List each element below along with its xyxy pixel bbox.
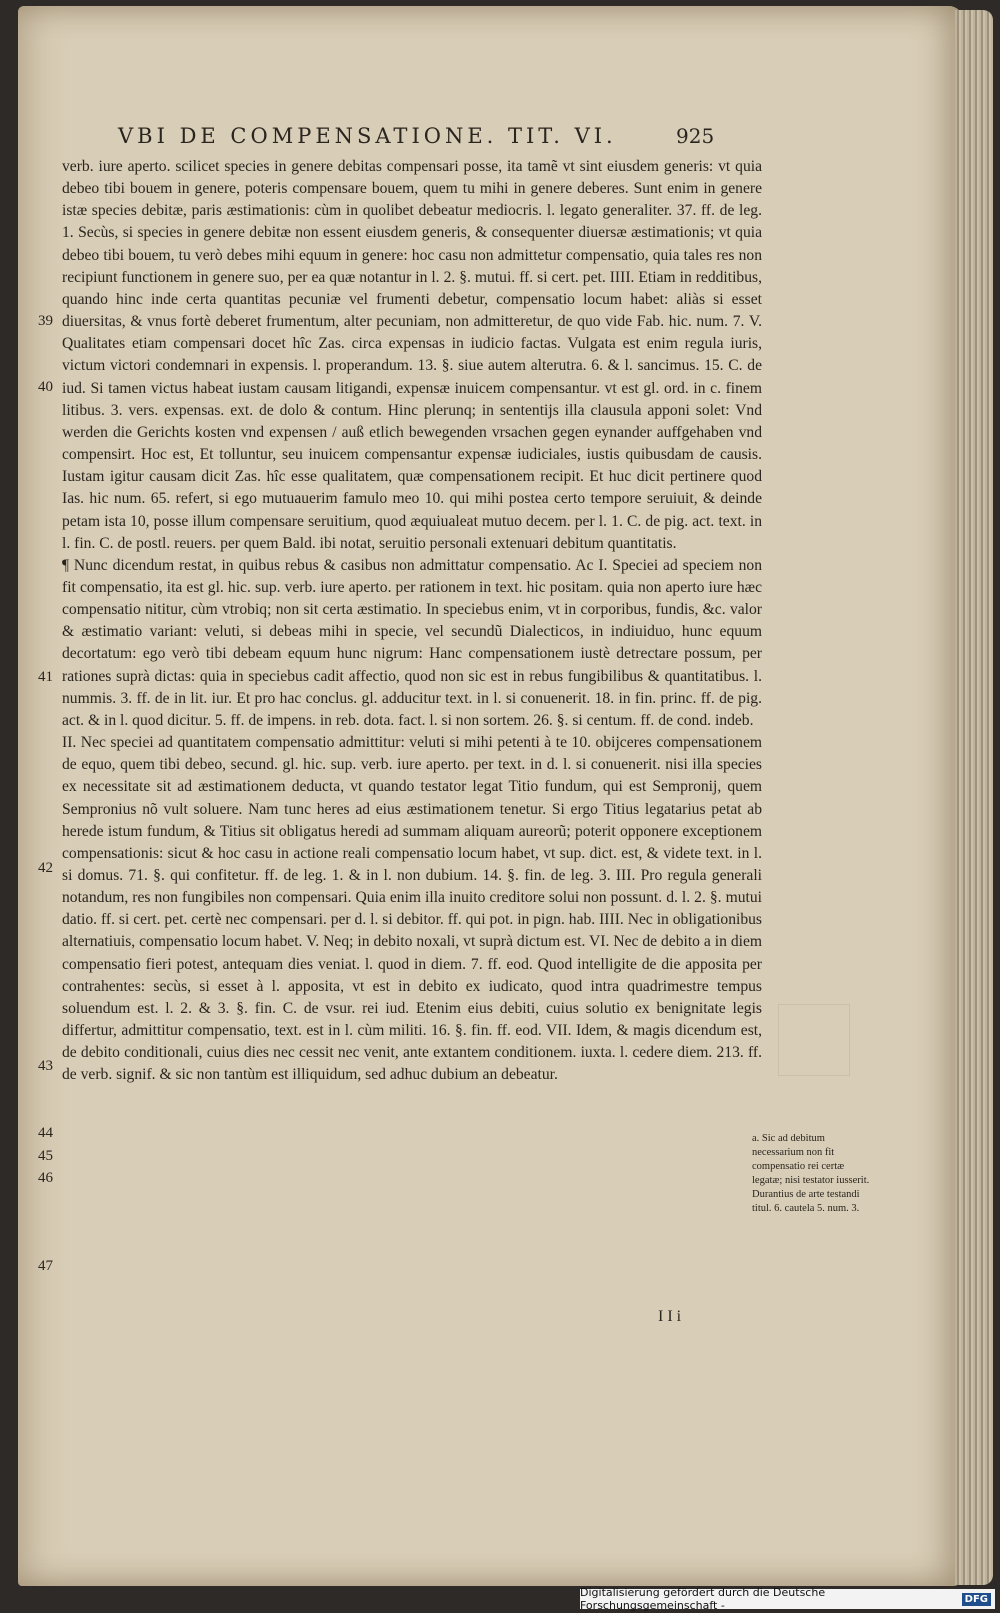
dfg-logo: DFG bbox=[962, 1593, 991, 1606]
footer-text: Digitalisierung gefördert durch die Deutsche Forschungsgemeinschaft - bbox=[580, 1586, 826, 1612]
line-number: 39 bbox=[38, 313, 53, 329]
signature-mark: I I i bbox=[658, 1308, 682, 1325]
line-number: 43 bbox=[38, 1058, 53, 1074]
line-number: 46 bbox=[38, 1170, 53, 1186]
line-number: 40 bbox=[38, 379, 53, 395]
line-number: 47 bbox=[38, 1258, 53, 1274]
paragraph: verb. iure aperto. scilicet species in genere debitas compensari posse, ita tamẽ vt sint eiusdem generis: vt quia debeo tibi bouem in genere, poteris compensare bouem, quem tu mihi in genere deberes. Sunt enim in genere istæ species debitæ, paris æstimationis: cùm in quolibet debeatur mediocris. l. legato generaliter. 37. ff. de leg. 1. Secùs, si species in genere debitæ non essent eiusdem generis, & consequenter diuersæ æstimationis; vt quia debeo tibi bouem, tu verò debes mihi equum in genere: hoc casu non admittetur compensatio, quia tales res non recipiunt functionem in genere suo, per ea quæ notantur in l. 2. §. mutui. ff. si cert. pet. IIII. Etiam in redditibus, quando hinc inde certa quantitas pecuniæ vel frumenti debetur, compensatio locum habet: aliàs si esset diuersitas, & vnus fortè deberet frumentum, alter pecuniam, non admitteretur, de quo vide Fab. hic. num. 7. V. Qualitates etiam compensari docet hîc Zas. circa expensas in iudicio factas. Vulgata est enim regula iuris, victum victori condemnari in expensis. l. properandum. 13. §. siue autem alterutra. 6. & l. sancimus. 15. C. de iud. Si tamen victus habeat iustam causam litigandi, expensæ inuicem compensantur. vt est gl. ord. in c. finem litibus. 3. vers. expensas. ext. de dolo & contum. Hinc plerunq; in sententijs illa clausula apponi solet: Vnd werden die Gerichts kosten vnd expensen / auß etlich bewegenden vrsachen gegen eynander auffgehaben vnd compensirt. Hoc est, Et tolluntur, seu inuicem compensantur expensæ iudiciales, iustis quibusdam de causis. Iustam igitur causam dicit Zas. hîc esse qualitatem, quæ compensationem recipit. Et huc dicit pertinere quod Ias. hic num. 65. refert, si ego mutuauerim famulo meo 10. qui mihi postea certo tempore seruiuit, & deinde petam ista 10, posse illum compensare seruitium, quod æquiualeat mutuo decem. per l. 1. C. de pig. act. text. in l. fin. C. de postl. reuers. per quem Bald. ibi notat, seruitio personali extenuari debitum quantitatis. bbox=[62, 158, 762, 552]
line-number: 44 bbox=[38, 1125, 53, 1141]
page-number: 925 bbox=[676, 124, 715, 148]
line-number: 45 bbox=[38, 1148, 53, 1164]
footer-credit bbox=[580, 1586, 995, 1612]
main-text bbox=[62, 156, 762, 1087]
page-edge bbox=[955, 10, 993, 1585]
paragraph: ¶ Nunc dicendum restat, in quibus rebus & casibus non admittatur compensatio. Ac I. Speciei ad speciem non fit compensatio, ita est gl. hic. sup. verb. iure aperto. per rationem in text. hic positam. quia non aperto iure hæc compensatio nititur, cùm vtrobiq; non sit certa æstimatio. In speciebus enim, vt in corporibus, fundis, &c. valor & æstimatio variant: veluti, si debeas mihi in specie, vel secundũ Dialecticos, in indiuiduo, hunc equum decortatum: ego verò tibi debeam equum hunc nigrum: Hanc compensationem iustè detrectare possum, per rationes suprà dictas: quia in speciebus cadit affectio, quod non sic est in rebus fungibilibus & quantitatibus. l. nummis. 3. ff. de in lit. iur. Et pro hac conclus. gl. adducitur text. in l. si conuenerit. 18. in fin. princ. ff. de pig. act. & in l. quod dicitur. 5. ff. de impens. in reb. dota. fact. l. si non sortem. 26. §. si centum. ff. de cond. indeb. bbox=[62, 556, 762, 729]
line-number: 42 bbox=[38, 860, 53, 876]
running-title: VBI DE COMPENSATIONE. TIT. VI. bbox=[118, 124, 617, 148]
paragraph: II. Nec speciei ad quantitatem compensatio admittitur: veluti si mihi petenti à te 10. obijceres compensationem de equo, quem tibi debeo, secund. gl. hic. sup. verb. iure aperto. per text. in d. l. si conuenerit. nisi illa species ex necessitate sit ad æstimationem deducta, vt quando testator legat Titio fundum, qui est Sempronij, quem Sempronius nõ vult soluere. Nam tunc heres ad eius æstimationem tenetur. Si ergo Titius legatarius petat ab herede istum fundum, & Titius sit obligatus heredi ad summam aliquam aureorũ; poterit opponere exceptionem compensationis: sicut & hoc casu in actione reali compensatio locum habet, vt sup. dict. est, & videte text. in l. si domus. 71. §. qui confitetur. ff. de leg. 1. & in l. non dubium. 14. §. fin. de leg. 3. III. Pro regula generali notandum, res non fungibiles non compensari. Quia enim illa inuito creditore solui non possunt. d. l. 2. §. mutui datio. ff. si cert. pet. certè nec compensari. per d. l. si debitor. ff. qui pot. in pign. hab. IIII. Nec in obligationibus alternatiuis, compensatio locum habet. V. Neq; in debito noxali, vt suprà dictum est. VI. Nec de debito a in diem compensatio fieri potest, antequam dies veniat. l. quod in diem. 7. ff. eod. Quod intelligite de die apposita per contrahentes: secùs, si esset à l. apposita, vt est in debito ex iudicato, quod intra quadrimestre tempus soluendum est. l. 2. & 3. §. fin. C. de vsur. rei iud. Etenim eius debiti, cuius solutio ex benignitate legis differtur, admittitur compensatio, text. est in l. cùm militi. 16. §. fin. ff. eod. VII. Idem, & magis dicendum est, de debito conditionali, cuius dies nec cessit nec venit, ante extantem conditionem. iuxta. l. cedere diem. 213. ff. de verb. signif. & sic non tantùm est illiquidum, sed adhuc dubium an debeatur. bbox=[62, 734, 762, 1084]
line-number: 41 bbox=[38, 669, 53, 685]
marginal-note: a. Sic ad debitum necessarium non fit compensatio rei certæ legatæ; nisi testator iusserit. Durantius de arte testandi titul. 6. cautela 5. num. 3. bbox=[752, 1133, 870, 1214]
bleed-through-mark bbox=[778, 1004, 850, 1076]
